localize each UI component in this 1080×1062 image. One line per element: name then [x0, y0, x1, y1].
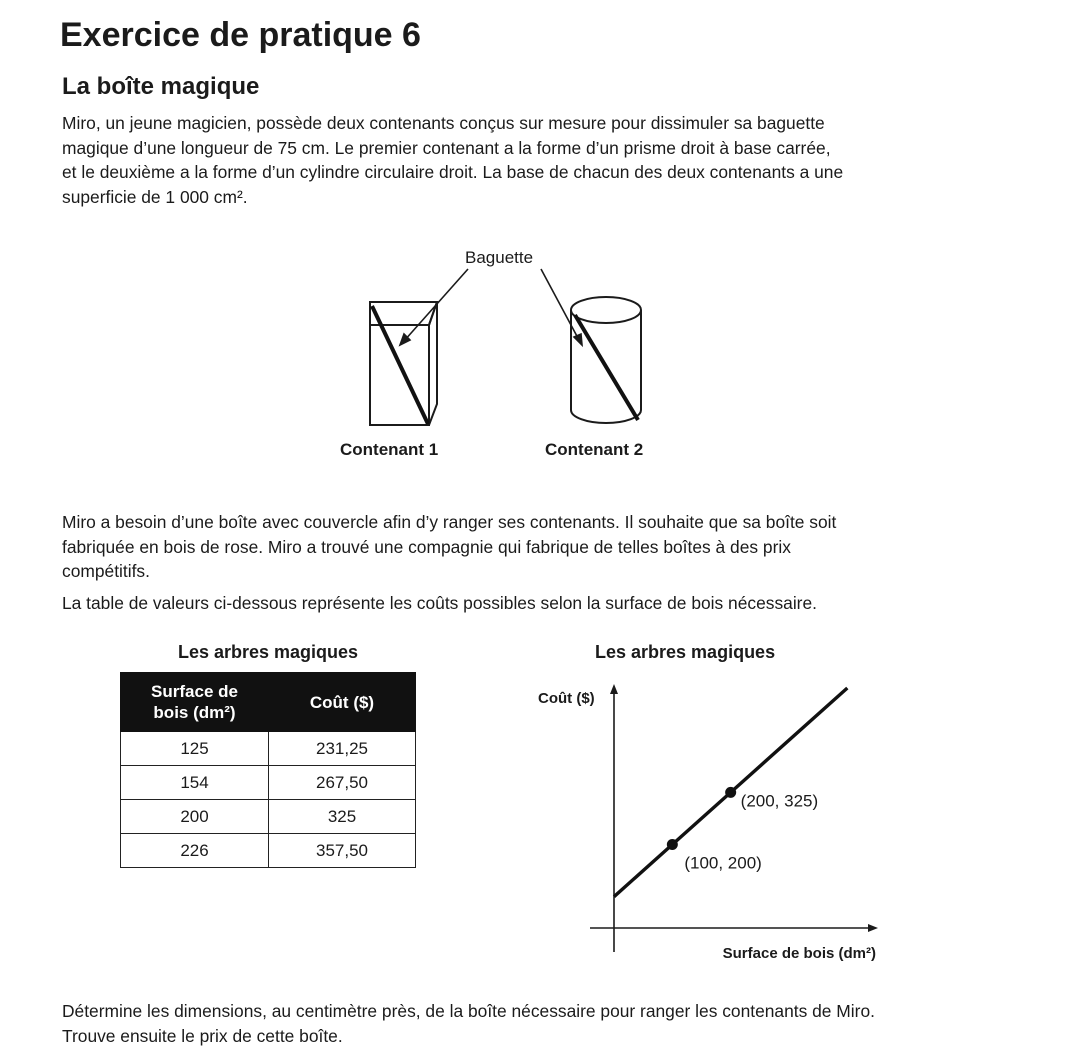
data-point-1: [667, 839, 678, 850]
body-line: compétitifs.: [62, 561, 150, 581]
data-point-2: [725, 787, 736, 798]
table-intro-line: La table de valeurs ci-dessous représente les coûts possibles selon la surface de bois nécessaire.: [62, 593, 817, 613]
body-line: Miro a besoin d’une boîte avec couvercle afin d’y ranger ses contenants. Il souhaite que sa boîte soit: [62, 512, 837, 532]
surface-cell: 226: [121, 834, 269, 868]
header-surface-line2: bois (dm²): [153, 703, 236, 722]
table-title: Les arbres magiques: [177, 642, 359, 662]
intro-line: magique d’une longueur de 75 cm. Le premier contenant a la forme d’un prisme droit à base carrée,: [62, 137, 831, 158]
intro-line: superficie de 1 000 cm².: [62, 186, 248, 207]
exercise-subtitle: La boîte magique: [62, 73, 260, 100]
container2-label: Contenant 2: [545, 440, 644, 459]
cost-cell: 231,25: [269, 732, 416, 766]
page-title: Exercice de pratique 6: [60, 16, 421, 54]
surface-cell: 154: [121, 766, 269, 800]
question-line: Détermine les dimensions, au centimètre près, de la boîte nécessaire pour ranger les contenants de Miro.: [62, 1001, 875, 1021]
intro-line: et le deuxième a la forme d’un cylindre circulaire droit. La base de chacun des deux contenants a une: [62, 162, 844, 182]
question-line: Trouve ensuite le prix de cette boîte.: [62, 1025, 343, 1046]
wand-label: Baguette: [465, 248, 534, 267]
container1-label: Contenant 1: [340, 440, 439, 459]
data-point-label-2: (200, 325): [740, 791, 819, 811]
y-axis-arrow: [610, 684, 618, 694]
intro-line: Miro, un jeune magicien, possède deux contenants conçus sur mesure pour dissimuler sa baguette: [62, 113, 825, 133]
cost-cell: 267,50: [269, 766, 416, 800]
surface-cell: 125: [121, 732, 269, 766]
body-line: fabriquée en bois de rose. Miro a trouvé une compagnie qui fabrique de telles boîtes à des prix: [62, 536, 791, 557]
surface-cell: 200: [121, 800, 269, 834]
y-axis-label: Coût ($): [538, 690, 595, 707]
header-cost: Coût ($): [269, 673, 416, 732]
question-paragraph: [62, 999, 962, 1048]
data-point-label-1: (100, 200): [684, 853, 762, 873]
cost-cell: 325: [269, 800, 416, 834]
header-surface-line1: Surface de: [151, 682, 238, 701]
cost-cell: 357,50: [269, 834, 416, 868]
x-axis-arrow: [868, 924, 878, 932]
chart-title: Les arbres magiques: [595, 642, 776, 662]
x-axis-label: Surface de bois (dm²): [722, 945, 876, 962]
